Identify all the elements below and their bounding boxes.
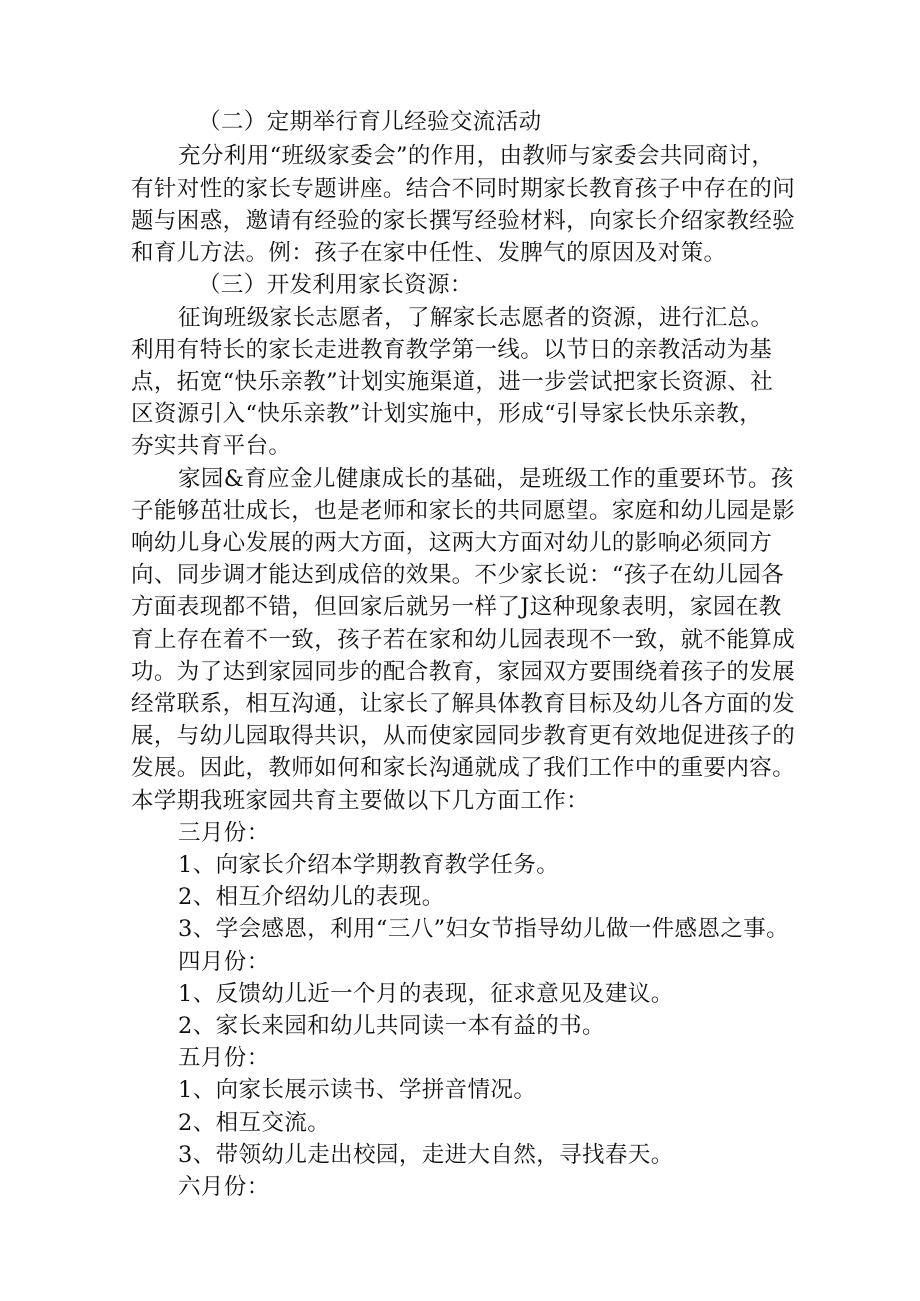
paragraph-line: 响幼儿身心发展的两大方面，这两大方面对幼儿的影响必须同方 xyxy=(131,530,773,556)
list-item: 1、反馈幼儿近一个月的表现，征求意见及建议。 xyxy=(178,981,674,1007)
paragraph-line: 充分利用“班级家委会”的作用，由教师与家委会共同商讨， xyxy=(178,143,775,169)
paragraph-line: 夯实共育平台。 xyxy=(131,433,292,459)
paragraph-line: 子能够茁壮成长，也是老师和家长的共同愿望。家庭和幼儿园是影 xyxy=(131,498,796,524)
list-item: 2、家长来园和幼儿共同读一本有益的书。 xyxy=(178,1013,605,1039)
paragraph-line: 题与困惑，邀请有经验的家长撰写经验材料，向家长介绍家教经验 xyxy=(131,208,796,234)
paragraph-line: 本学期我班家园共育主要做以下几方面工作： xyxy=(131,788,590,814)
paragraph-line: 和育儿方法。例：孩子在家中任性、发脾气的原因及对策。 xyxy=(131,240,727,266)
paragraph-line: 区资源引入“快乐亲教”计划实施中，形成“引导家长快乐亲教， xyxy=(131,401,763,427)
paragraph-line: 发展。因此，教师如何和家长沟通就成了我们工作中的重要内容。 xyxy=(131,755,796,781)
month-heading: 四月份： xyxy=(178,949,270,975)
section-heading-2: （二）定期举行育儿经验交流活动 xyxy=(198,109,542,135)
list-item: 1、向家长介绍本学期教育教学任务。 xyxy=(178,852,560,878)
paragraph-line: 有针对性的家长专题讲座。结合不同时期家长教育孩子中存在的问 xyxy=(131,176,796,202)
list-item: 3、带领幼儿走出校园，走进大自然，寻找春天。 xyxy=(178,1142,674,1168)
paragraph-line: 方面表现都不错，但回家后就另一样了J这种现象表明，家园在教 xyxy=(131,594,782,620)
paragraph-line: 利用有特长的家长走进教育教学第一线。以节日的亲教活动为基 xyxy=(131,337,773,363)
paragraph-line: 育上存在着不一致，孩子若在家和幼儿园表现不一致，就不能算成 xyxy=(131,627,796,653)
paragraph-line: 向、同步调才能达到成倍的效果。不少家长说：“孩子在幼儿园各 xyxy=(131,562,785,588)
list-item: 3、学会感恩，利用“三八”妇女节指导幼儿做一件感恩之事。 xyxy=(178,916,790,942)
section-heading-3: （三）开发利用家长资源： xyxy=(198,272,473,298)
paragraph-line: 经常联系，相互沟通，让家长了解具体教育目标及幼儿各方面的发 xyxy=(131,691,796,717)
paragraph-line: 功。为了达到家园同步的配合教育，家园双方要围绕着孩子的发展 xyxy=(131,659,796,685)
list-item: 1、向家长展示读书、学拼音情况。 xyxy=(178,1077,537,1103)
month-heading: 三月份： xyxy=(178,820,270,846)
paragraph-line: 点，拓宽“快乐亲教”计划实施渠道，进一步尝试把家长资源、社 xyxy=(131,369,774,395)
paragraph-line: 征询班级家长志愿者，了解家长志愿者的资源，进行汇总。 xyxy=(178,305,774,331)
list-item: 2、相互交流。 xyxy=(178,1110,331,1136)
paragraph-line: 家园&育应金儿健康成长的基础，是班级工作的重要环节。孩 xyxy=(178,466,794,492)
month-heading: 五月份： xyxy=(178,1045,270,1071)
month-heading: 六月份： xyxy=(178,1174,270,1200)
paragraph-line: 展，与幼儿园取得共识，从而使家园同步教育更有效地促进孩子的 xyxy=(131,723,796,749)
list-item: 2、相互介绍幼儿的表现。 xyxy=(178,884,445,910)
